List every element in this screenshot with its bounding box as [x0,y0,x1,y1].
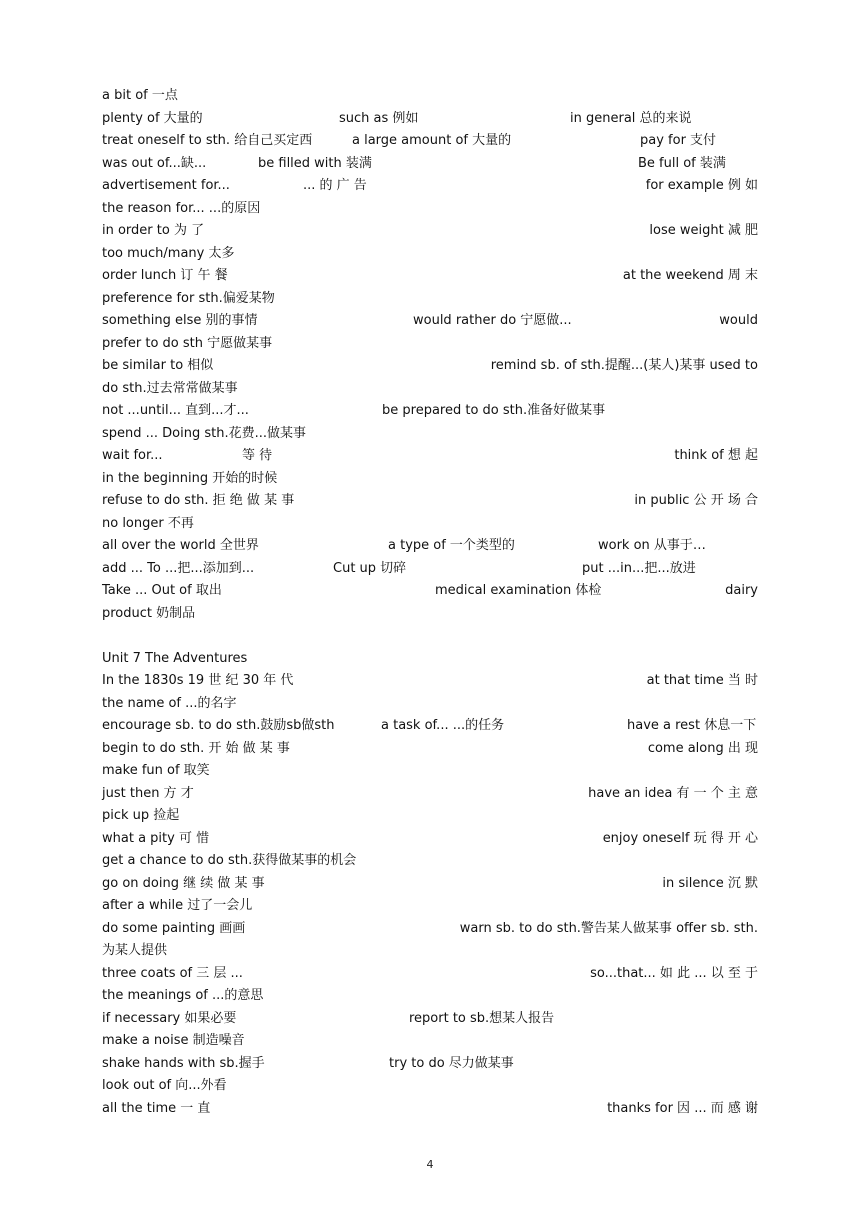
vocab-entry: Cut up 切碎 [333,560,407,576]
vocab-line [102,265,758,288]
vocab-line [102,805,758,828]
vocab-entry: encourage sb. to do sth.鼓励sb做sth [102,718,335,733]
vocab-entry: preference for sth.偏爱某物 [102,290,275,306]
vocab-entry: spend ... Doing sth.花费...做某事 [102,425,307,441]
vocab-entry: make fun of 取笑 [102,763,210,778]
vocab-line [102,153,758,176]
vocab-entry: not ...until... 直到...才... [102,403,249,418]
vocab-entry: begin to do sth. 开 始 做 某 事 [102,740,290,756]
vocab-entry: In the 1830s 19 世 纪 30 年 代 [102,673,294,688]
vocab-line [102,940,758,963]
vocab-entry: three coats of 三 层 ... [102,965,243,981]
vocab-entry: put ...in...把...放进 [582,560,696,576]
vocab-line [102,603,758,626]
vocab-entry: be similar to 相似 [102,358,214,373]
vocab-entry: have a rest 休息一下 [627,718,757,733]
vocab-line [102,918,758,941]
vocab-entry: for example 例 如 [645,178,758,193]
vocab-entry: a large amount of 大量的 [352,133,512,148]
vocab-entry: in order to 为 了 [102,223,205,238]
vocab-entry: have an idea 有 一 个 主 意 [588,785,758,801]
vocab-line [102,873,758,896]
vocab-entry: at that time 当 时 [646,673,758,688]
vocab-entry: a task of... ...的任务 [381,718,505,733]
vocab-entry: be filled with 装满 [258,155,372,171]
vocab-entry: report to sb.想某人报告 [409,1010,555,1026]
vocab-entry: 等 待 [242,448,273,463]
vocab-entry: the name of ...的名字 [102,695,237,711]
vocab-entry: 为某人提供 [102,943,168,958]
vocab-entry: just then 方 才 [102,785,194,801]
vocab-entry: come along 出 现 [647,740,758,756]
vocab-entry: would rather do 宁愿做... [413,313,572,328]
page-number: 4 [426,1158,434,1171]
vocab-entry: in the beginning 开始的时候 [102,470,278,486]
vocab-line [102,580,758,603]
vocab-line [102,175,758,198]
vocab-line [102,198,758,221]
vocab-line [102,985,758,1008]
vocab-entry: order lunch 订 午 餐 [102,268,228,283]
vocab-entry: in silence 沉 默 [662,875,758,891]
vocab-line [102,850,758,873]
vocab-line [102,715,758,738]
vocab-entry: plenty of 大量的 [102,110,203,126]
vocab-entry: after a while 过了一会儿 [102,898,253,913]
vocab-line [102,355,758,378]
vocab-line [102,1098,758,1121]
vocab-line [102,85,758,108]
vocab-entry: a type of 一个类型的 [388,538,515,553]
vocab-line [102,828,758,851]
vocab-line [102,378,758,401]
vocab-entry: would [719,313,758,328]
vocab-line [102,445,758,468]
vocab-entry: get a chance to do sth.获得做某事的机会 [102,853,357,868]
vocab-line [102,513,758,536]
vocab-entry: in general 总的来说 [570,110,692,126]
vocab-entry: medical examination 体检 [435,583,602,598]
vocab-line [102,738,758,761]
vocab-line [102,468,758,491]
vocab-line [102,400,758,423]
vocab-entry: dairy [725,583,758,598]
vocab-entry: think of 想 起 [674,448,758,463]
vocab-line [102,693,758,716]
vocab-entry: at the weekend 周 末 [622,268,758,283]
vocab-entry: refuse to do sth. 拒 绝 做 某 事 [102,493,295,508]
vocab-entry: ... 的 广 告 [303,178,367,193]
vocab-entry: in public 公 开 场 合 [634,493,758,508]
vocab-line [102,423,758,446]
vocab-entry: wait for... [102,448,163,463]
vocab-line [102,963,758,986]
vocab-line [102,648,758,671]
vocab-entry: pick up 捡起 [102,808,180,823]
vocab-entry: what a pity 可 惜 [102,830,210,846]
vocab-entry: all the time 一 直 [102,1100,211,1116]
unit-heading: Unit 7 The Adventures [102,650,248,666]
vocab-line [102,490,758,513]
vocab-line [102,670,758,693]
vocab-entry: something else 别的事情 [102,313,258,328]
vocab-entry: all over the world 全世界 [102,538,259,553]
vocab-entry: go on doing 继 续 做 某 事 [102,875,265,891]
vocab-entry: such as 例如 [339,110,419,126]
vocab-line [102,895,758,918]
vocab-entry: was out of...缺... [102,155,207,171]
vocab-line [102,243,758,266]
vocab-entry: no longer 不再 [102,515,194,531]
vocab-line [102,1030,758,1053]
vocab-entry: lose weight 减 肥 [649,223,758,238]
vocab-line [102,535,758,558]
vocab-line [102,108,758,131]
vocab-entry: add ... To ...把...添加到... [102,560,255,576]
vocab-line [102,558,758,581]
vocab-entry: treat oneself to sth. 给自己买定西 [102,133,313,148]
vocab-line [102,310,758,333]
vocab-entry: shake hands with sb.握手 [102,1055,265,1071]
vocab-entry: too much/many 太多 [102,245,235,261]
vocab-entry: work on 从事于… [598,538,706,553]
vocab-entry: the reason for... ...的原因 [102,200,261,216]
vocab-entry: pay for 支付 [640,133,717,148]
vocab-line [102,288,758,311]
vocab-entry: do sth.过去常常做某事 [102,380,238,396]
vocab-entry: remind sb. of sth.提醒...(某人)某事 used to [490,358,758,373]
vocab-entry: thanks for 因 ... 而 感 谢 [607,1100,758,1116]
vocab-entry: look out of 向...外看 [102,1078,227,1093]
vocab-line [102,783,758,806]
vocab-entry: advertisement for... [102,178,230,193]
vocab-entry: Take ... Out of 取出 [102,583,222,598]
vocab-line [102,1075,758,1098]
vocab-entry: Be full of 装满 [638,155,726,171]
blank-line [102,625,758,648]
vocab-line [102,1008,758,1031]
vocab-line [102,333,758,356]
vocab-entry: a bit of 一点 [102,88,178,103]
vocab-line [102,760,758,783]
vocab-entry: try to do 尽力做某事 [389,1055,514,1071]
vocab-entry: prefer to do sth 宁愿做某事 [102,335,273,351]
vocab-entry: if necessary 如果必要 [102,1010,237,1026]
vocabulary-list [102,85,758,1120]
vocab-entry: warn sb. to do sth.警告某人做某事 offer sb. sth. [459,920,758,936]
vocab-entry: be prepared to do sth.准备好做某事 [382,403,606,418]
vocab-entry: enjoy oneself 玩 得 开 心 [602,830,758,846]
vocab-entry: the meanings of ...的意思 [102,988,264,1003]
vocab-line [102,220,758,243]
vocab-entry: so...that... 如 此 ... 以 至 于 [590,965,758,981]
vocab-entry: product 奶制品 [102,605,196,621]
vocab-line [102,1053,758,1076]
vocab-entry: do some painting 画画 [102,920,246,936]
vocab-line [102,130,758,153]
vocab-entry: make a noise 制造噪音 [102,1033,245,1048]
